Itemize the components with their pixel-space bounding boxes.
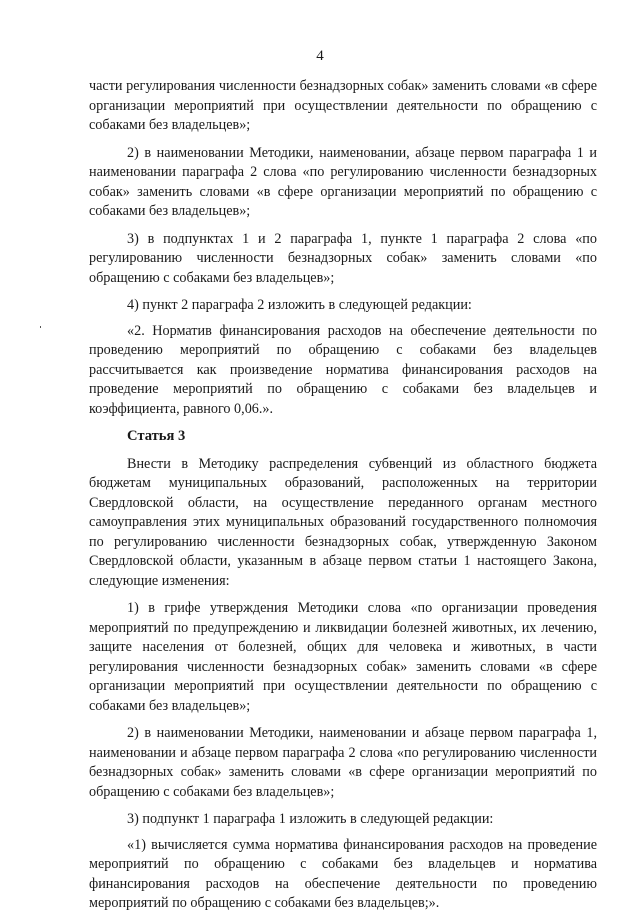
paragraph-amend-2: 2) в наименовании Методики, наименовании и абзаце первом параграфа 1, наименовании и абзаце первом параграфа 2 слова «по регулированию численности безнадзорных собак» заменить словами «в сфере организации мероприятий по обращению с собаками без владельцев»; <box>89 725 597 800</box>
scan-speck <box>40 326 41 328</box>
article-heading: Статья 3 <box>127 428 186 444</box>
paragraph-amend-1: 1) в грифе утверждения Методики слова «по организации проведения мероприятий по предупреждению и ликвидации болезней животных, их лечению, защите населения от болезней, общих для человека и животных, в части регулирования численности безнадзорных собак» заменить словами «в сфере организации мероприятий при осуществлении деятельности по обращению с собаками без владельцев»; <box>89 600 597 714</box>
paragraph-item-4: 4) пункт 2 параграфа 2 изложить в следующей редакции: <box>127 297 472 313</box>
paragraph-continuation: части регулирования численности безнадзорных собак» заменить словами «в сфере организации мероприятий при осуществлении деятельности по обращению с собаками без владельцев»; <box>89 78 597 133</box>
paragraph-quoted-norm: «2. Норматив финансирования расходов на обеспечение деятельности по проведению мероприятий по обращению с собаками без владельцев рассчитывается как произведение норматива финансирования расходов на проведение мероприятий по обращению с собаками без владельцев и коэффициента, равного 0,06.». <box>89 322 597 417</box>
paragraph-item-3: 3) в подпунктах 1 и 2 параграфа 1, пункте 1 параграфа 2 слова «по регулированию численности безнадзорных собак» заменить словами «по обращению с собаками без владельцев»; <box>89 230 597 286</box>
page-number: 4 <box>316 48 324 64</box>
paragraph-amend-3: 3) подпункт 1 параграфа 1 изложить в следующей редакции: <box>127 811 494 827</box>
paragraph-item-2: 2) в наименовании Методики, наименовании, абзаце первом параграфа 1 и наименовании параграфа 2 слова «по регулированию численности безнадзорных собак» заменить словами «в сфере организации мероприятий по обращению с собаками без владельцев»; <box>89 144 597 219</box>
paragraph-quoted-subitem: «1) вычисляется сумма норматива финансирования расходов на проведение мероприятий по обращению с собаками без владельцев и норматива финансирования расходов на обеспечение деятельности по проведению мероприятий по обращению с собаками без владельцев;». <box>89 836 597 911</box>
document-body <box>89 77 597 922</box>
paragraph-article-intro: Внести в Методику распределения субвенций из областного бюджета бюджетам муниципальных образований, расположенных на территории Свердловской области, на осуществление переданного органам местного самоуправления этих муниципальных образований государственного полномочия по регулированию численности безнадзорных собак, утвержденную Законом Свердловской области, указанным в абзаце первом статьи 1 настоящего Закона, следующие изменения: <box>89 455 597 589</box>
